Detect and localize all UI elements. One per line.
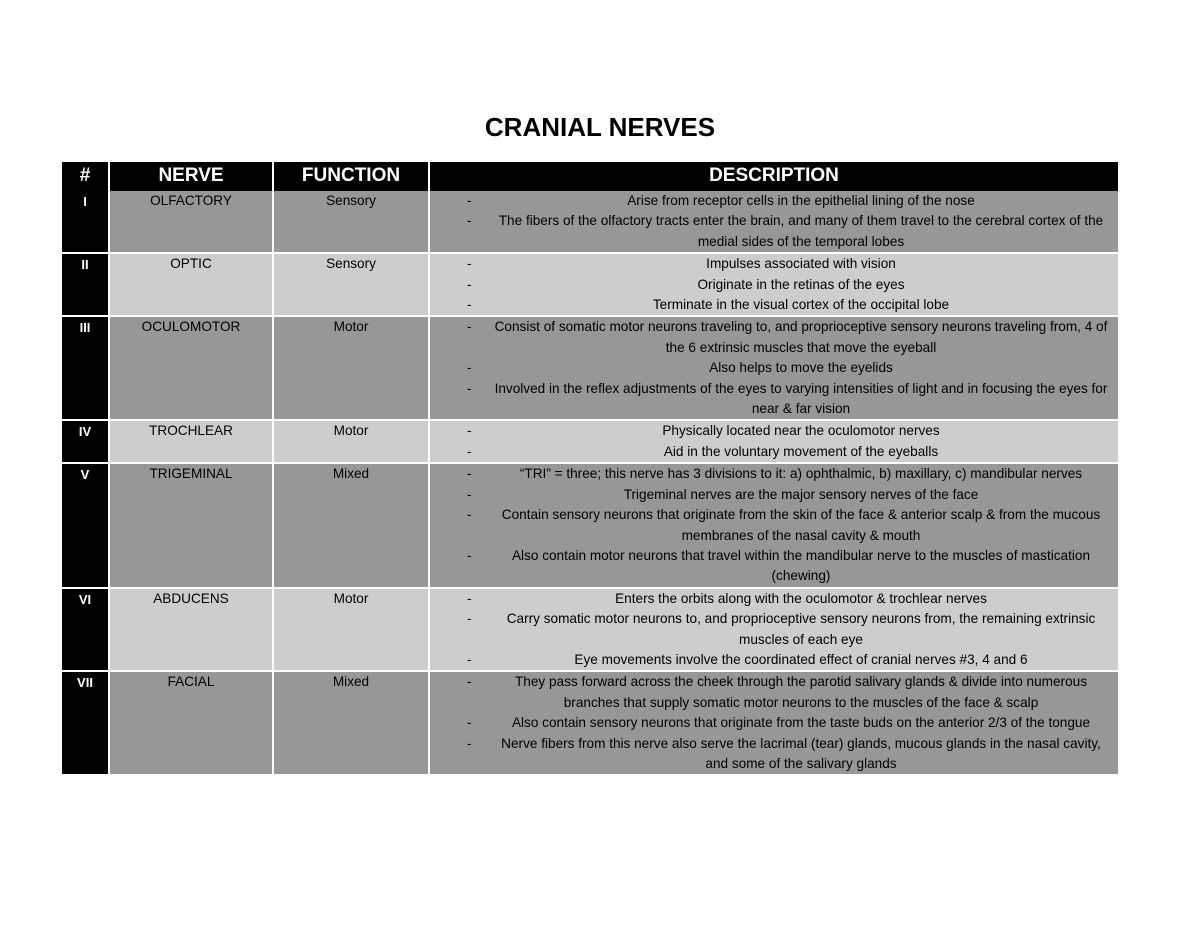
nerve-name: FACIAL [109, 671, 273, 775]
description-point: - Originate in the retinas of the eyes [430, 275, 1118, 295]
nerve-description [429, 253, 1118, 316]
description-point: - Nerve fibers from this nerve also serve the lacrimal (tear) glands, mucous glands in the nasal cavity, and some of the salivary glands [430, 734, 1118, 775]
nerve-description [429, 420, 1118, 463]
header-nerve: NERVE [109, 162, 273, 191]
nerve-number: I [62, 191, 109, 253]
description-point: - Trigeminal nerves are the major sensory nerves of the face [430, 485, 1118, 505]
description-list [430, 672, 1118, 774]
description-point: - Contain sensory neurons that originate from the skin of the face & anterior scalp & from the mucous membranes of the nasal cavity & mouth [430, 505, 1118, 546]
nerve-number: V [62, 463, 109, 587]
description-point: - Also helps to move the eyelids [430, 358, 1118, 378]
description-point: - “TRI” = three; this nerve has 3 divisions to it: a) ophthalmic, b) maxillary, c) mandibular nerves [430, 464, 1118, 484]
nerve-number: III [62, 316, 109, 420]
nerve-number: VI [62, 588, 109, 672]
description-list [430, 589, 1118, 671]
description-point: - Carry somatic motor neurons to, and proprioceptive sensory neurons from, the remaining extrinsic muscles of each eye [430, 609, 1118, 650]
description-point: - Impulses associated with vision [430, 254, 1118, 274]
nerve-function: Mixed [273, 671, 429, 775]
description-point: - Involved in the reflex adjustments of the eyes to varying intensities of light and in focusing the eyes for near & far vision [430, 379, 1118, 420]
description-point: - Enters the orbits along with the oculomotor & trochlear nerves [430, 589, 1118, 609]
nerve-name: ABDUCENS [109, 588, 273, 672]
description-point: - Terminate in the visual cortex of the occipital lobe [430, 295, 1118, 315]
description-point: - Eye movements involve the coordinated effect of cranial nerves #3, 4 and 6 [430, 650, 1118, 670]
description-point: - Arise from receptor cells in the epithelial lining of the nose [430, 191, 1118, 211]
table-row [62, 420, 1118, 463]
nerve-description [429, 671, 1118, 775]
description-point: - Also contain motor neurons that travel within the mandibular nerve to the muscles of mastication (chewing) [430, 546, 1118, 587]
description-point: - The fibers of the olfactory tracts enter the brain, and many of them travel to the cerebral cortex of the medial sides of the temporal lobes [430, 211, 1118, 252]
description-list [430, 191, 1118, 252]
nerve-description [429, 588, 1118, 672]
nerve-function: Mixed [273, 463, 429, 587]
table-row [62, 671, 1118, 775]
description-point: - Consist of somatic motor neurons traveling to, and proprioceptive sensory neurons traveling from, 4 of the 6 extrinsic muscles that move the eyeball [430, 317, 1118, 358]
description-point: - They pass forward across the cheek through the parotid salivary glands & divide into numerous branches that supply somatic motor neurons to the muscles of the face & scalp [430, 672, 1118, 713]
nerve-number: VII [62, 671, 109, 775]
table-row [62, 191, 1118, 253]
description-point: - Physically located near the oculomotor nerves [430, 421, 1118, 441]
description-list [430, 254, 1118, 315]
nerve-name: OLFACTORY [109, 191, 273, 253]
table-row [62, 588, 1118, 672]
cranial-nerves-table [62, 162, 1118, 776]
table-body [62, 191, 1118, 775]
nerve-function: Sensory [273, 191, 429, 253]
description-list [430, 464, 1118, 586]
nerve-function: Sensory [273, 253, 429, 316]
header-function: FUNCTION [273, 162, 429, 191]
header-description: DESCRIPTION [429, 162, 1118, 191]
header-num: # [62, 162, 109, 191]
table-row [62, 316, 1118, 420]
page-title: CRANIAL NERVES [484, 112, 716, 142]
nerve-name: OCULOMOTOR [109, 316, 273, 420]
nerve-description [429, 463, 1118, 587]
nerve-description [429, 316, 1118, 420]
nerve-name: TRIGEMINAL [109, 463, 273, 587]
nerve-function: Motor [273, 316, 429, 420]
description-list [430, 317, 1118, 419]
nerve-function: Motor [273, 588, 429, 672]
description-point: - Aid in the voluntary movement of the eyeballs [430, 442, 1118, 462]
nerve-description [429, 191, 1118, 253]
description-list [430, 421, 1118, 462]
nerve-function: Motor [273, 420, 429, 463]
table-row [62, 253, 1118, 316]
table-row [62, 463, 1118, 587]
nerve-number: II [62, 253, 109, 316]
nerve-name: TROCHLEAR [109, 420, 273, 463]
nerve-name: OPTIC [109, 253, 273, 316]
nerve-number: IV [62, 420, 109, 463]
table-header-row [62, 162, 1118, 191]
description-point: - Also contain sensory neurons that originate from the taste buds on the anterior 2/3 of the tongue [430, 713, 1118, 733]
